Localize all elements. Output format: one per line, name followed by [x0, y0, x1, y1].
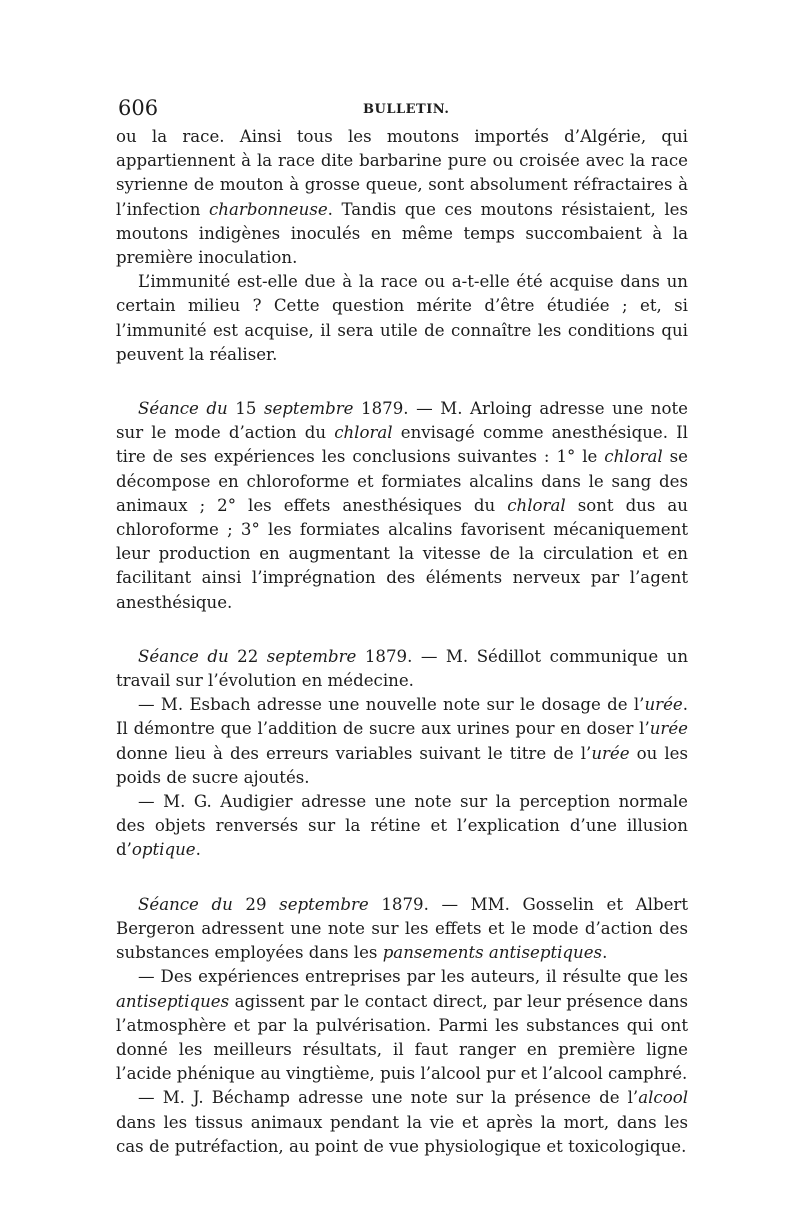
text-run: se décompose en chloroforme et formiates alcalins dans le sang des animaux ; 2° les effets anesthésiques du	[116, 447, 688, 515]
italic-run: optique	[131, 840, 196, 860]
text-run: — Des expériences entreprises par les auteurs, il résulte que les	[138, 967, 688, 987]
text-run: ou la race. Ainsi tous les moutons importés d’Algérie, qui appartiennent à la race dite barbarine pure ou croisée avec la race syrienne de mouton à grosse queue, sont absolument réfractaires à l’infection	[116, 127, 688, 219]
text-run: — M. Esbach adresse une nouvelle note sur le dosage de l’	[138, 695, 645, 715]
text-run: 29	[232, 894, 280, 914]
text-run: dans les tissus animaux pendant la vie et après la mort, dans les cas de putréfaction, au point de vue physiologique et toxicologique.	[116, 1112, 688, 1156]
text-run: 1879. — MM. Gosselin et Albert Bergeron adressent une note sur les effets et le mode d’action des substances employées dans les	[116, 894, 688, 963]
italic-run: urée	[649, 719, 688, 739]
text-run: — M. G. Audigier adresse une note sur la perception normale des objets renversés sur la rétine et l’explication d’une illusion d’	[116, 792, 688, 860]
page-number: 606	[118, 96, 159, 120]
italic-run: chloral	[604, 447, 663, 467]
italic-run: chloral	[334, 423, 393, 443]
italic-run: Séance du	[138, 894, 233, 914]
italic-run: Séance du	[138, 646, 229, 666]
italic-run: urée	[644, 695, 683, 715]
text-run: — M. J. Béchamp adresse une note sur la présence de l’	[138, 1088, 639, 1108]
italic-run: septembre	[263, 399, 354, 419]
italic-run: septembre	[266, 646, 357, 666]
text-run: 15	[227, 399, 264, 419]
paragraph	[116, 270, 688, 367]
text-run: .	[602, 943, 608, 963]
text-run: . Il démontre que l’addition de sucre aux urines pour en doser l’	[116, 695, 688, 739]
text-run: donne lieu à des erreurs variables suivant le titre de l’	[116, 743, 592, 763]
text-run: envisagé comme anesthésique. Il tire de ses expériences les conclusions suivantes : 1° le	[116, 423, 688, 467]
text-run: sont dus au chloroforme ; 3° les formiates alcalins favorisent mécaniquement leur production en augmentant la vitesse de la circulation et en facilitant ainsi l’imprégnation des éléments nerveux par l’agent anesthésique.	[116, 495, 688, 612]
italic-run: alcool	[638, 1088, 688, 1108]
text-run: 1879. — M. Arloing adresse une note sur le mode d’action du	[116, 399, 688, 443]
italic-run: antiseptiques	[116, 991, 230, 1011]
italic-run: septembre	[279, 894, 369, 914]
italic-run: pansements antiseptiques	[382, 943, 603, 963]
running-title: BULLETIN.	[363, 102, 450, 117]
paragraph	[116, 965, 688, 1086]
text-run: .	[195, 840, 201, 860]
text-run: agissent par le contact direct, par leur présence dans l’atmosphère et par la pulvérisation. Parmi les substances qui ont donné les meilleurs résultats, il faut ranger en première ligne l’acide phénique au vingtième, puis l’alcool pur et l’alcool camphré.	[116, 991, 688, 1084]
section-gap	[116, 863, 688, 893]
page-header	[118, 96, 688, 126]
text-run: 1879. — M. Sédillot communique un travail sur l’évolution en médecine.	[116, 646, 689, 691]
section-gap	[116, 615, 688, 645]
text-run: . Tandis que ces moutons résistaient, les moutons indigènes inoculés en même temps succombaient à la première inoculation.	[116, 199, 688, 268]
paragraph	[116, 397, 688, 615]
page-body	[116, 125, 688, 1159]
italic-run: chloral	[507, 495, 566, 515]
section-gap	[116, 367, 688, 397]
text-run: 22	[228, 646, 267, 666]
text-run: ou les poids de sucre ajoutés.	[116, 743, 689, 787]
italic-run: Séance du	[138, 399, 228, 419]
paragraph	[116, 1086, 688, 1159]
text-run: L’immunité est-elle due à la race ou a-t-elle été acquise dans un certain milieu ? Cette question mérite d’être étudiée ; et, si l’immunité est acquise, il sera utile de connaître les conditions qui peuvent la réaliser.	[116, 272, 688, 364]
italic-run: urée	[591, 743, 630, 763]
italic-run: charbonneuse	[209, 199, 328, 219]
paragraph	[116, 893, 688, 966]
paragraph	[116, 790, 688, 863]
paragraph	[116, 125, 688, 270]
paragraph	[116, 693, 688, 790]
paragraph	[116, 645, 688, 693]
